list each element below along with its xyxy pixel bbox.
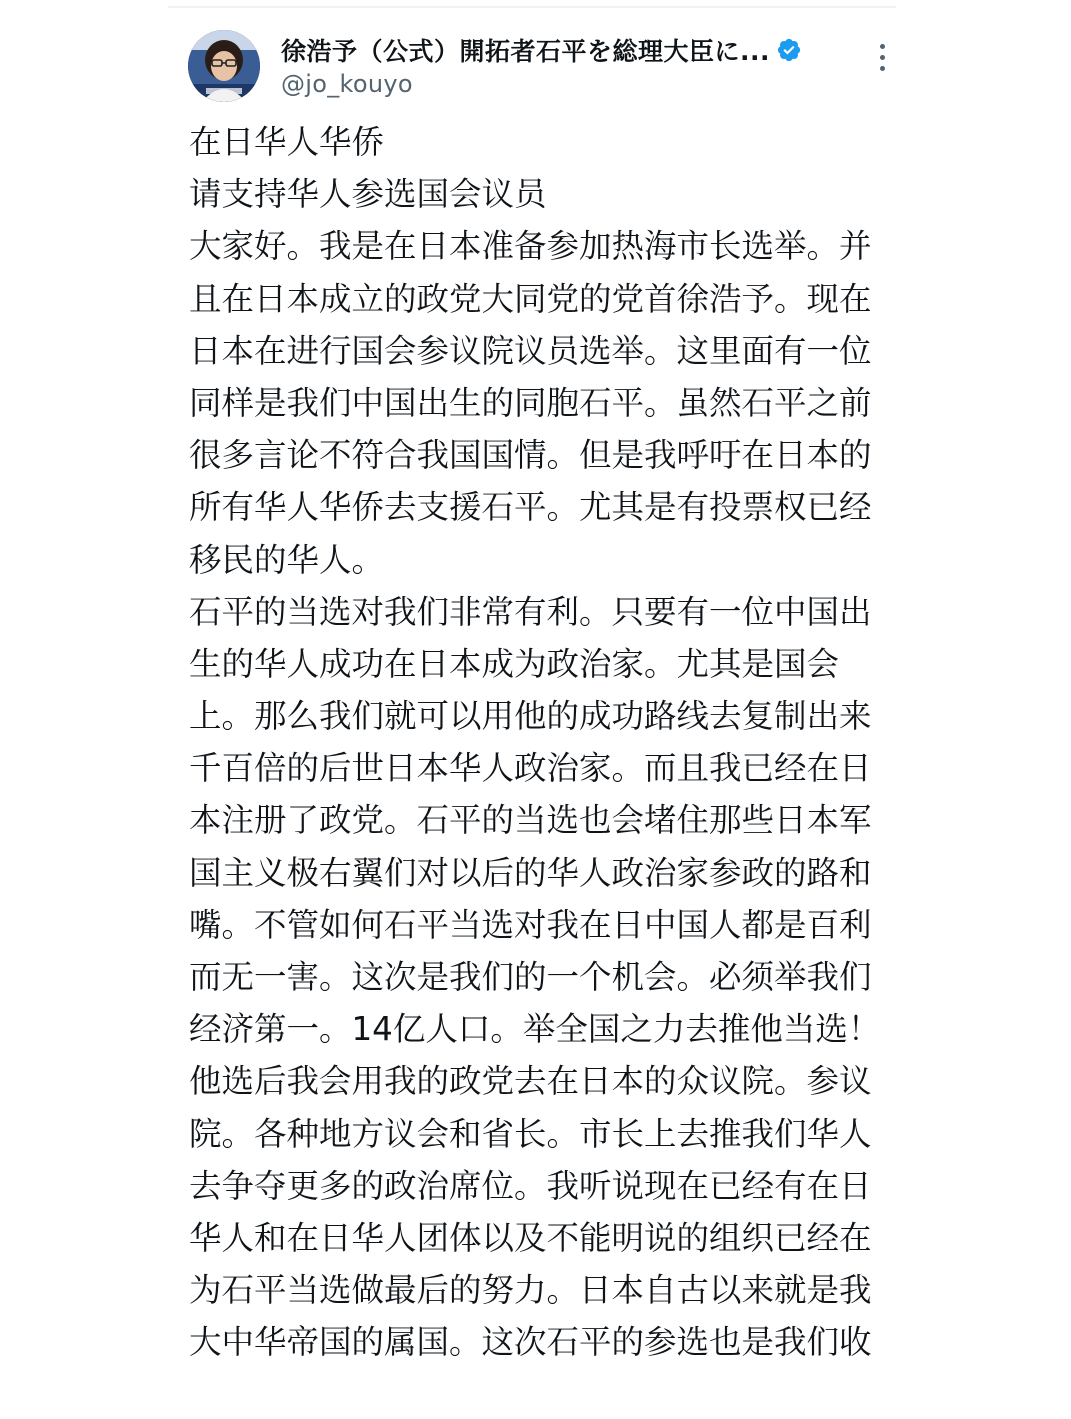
tweet-line: 且在日本成立的政党大同党的党首徐浩予。现在	[189, 279, 872, 318]
author-names	[281, 30, 881, 98]
tweet-line: 千百倍的后世日本华人政治家。而且我已经在日	[189, 749, 872, 788]
tweet-line: 大家好。我是在日本准备参加热海市长选举。并	[189, 227, 872, 266]
tweet-line: 华人和在日华人团体以及不能明说的组织已经在	[189, 1218, 872, 1257]
tweet-line: 所有华人华侨去支援石平。尤其是有投票权已经	[189, 488, 872, 527]
tweet-line: 经济第一。14亿人口。举全国之力去推他当选！	[189, 1010, 881, 1049]
tweet-line: 移民的华人。	[189, 540, 385, 579]
tweet-line: 在日华人华侨	[189, 123, 385, 161]
avatar[interactable]	[188, 30, 260, 102]
avatar-photo-icon	[188, 30, 260, 102]
tweet-line: 很多言论不符合我国国情。但是我呼吁在日本的	[189, 436, 872, 475]
tweet-line: 石平的当选对我们非常有利。只要有一位中国出	[189, 592, 872, 631]
tweet-line: 去争夺更多的政治席位。我听说现在已经有在日	[189, 1166, 872, 1205]
more-dots-vertical-icon[interactable]	[872, 44, 892, 80]
tweet-header	[188, 26, 900, 104]
tweet-line: 同样是我们中国出生的同胞石平。虽然石平之前	[189, 383, 872, 422]
tweet-line: 为石平当选做最后的努力。日本自古以来就是我	[189, 1271, 872, 1310]
tweet-line: 上。那么我们就可以用他的成功路线去复制出来	[189, 697, 872, 736]
tweet-line: 大中华帝国的属国。这次石平的参选也是我们收	[189, 1323, 872, 1362]
display-name-row	[281, 30, 881, 70]
tweet-text	[189, 116, 909, 1369]
tweet-line: 他选后我会用我的政党去在日本的众议院。参议	[189, 1062, 872, 1101]
tweet-line: 生的华人成功在日本成为政治家。尤其是国会	[189, 644, 840, 683]
tweet-line: 嘴。不管如何石平当选对我在日中国人都是百利	[189, 905, 872, 944]
tweet-line: 日本在进行国会参议院议员选举。这里面有一位	[189, 331, 872, 370]
tweet-line: 而无一害。这次是我们的一个机会。必须举我们	[189, 958, 872, 996]
tweet-line: 国主义极右翼们对以后的华人政治家参政的路和	[189, 853, 872, 892]
tweet-line: 本注册了政党。石平的当选也会堵住那些日本军	[189, 801, 872, 840]
tweet-line: 请支持华人参选国会议员	[189, 175, 547, 214]
display-name[interactable]: 徐浩予（公式）開拓者石平を総理大臣に...	[281, 37, 770, 66]
verified-badge-icon	[776, 37, 802, 63]
tweet-line: 院。各种地方议会和省长。市长上去推我们华人	[189, 1114, 872, 1153]
author-handle[interactable]: @jo_kouyo	[281, 70, 413, 98]
top-divider	[168, 6, 896, 8]
